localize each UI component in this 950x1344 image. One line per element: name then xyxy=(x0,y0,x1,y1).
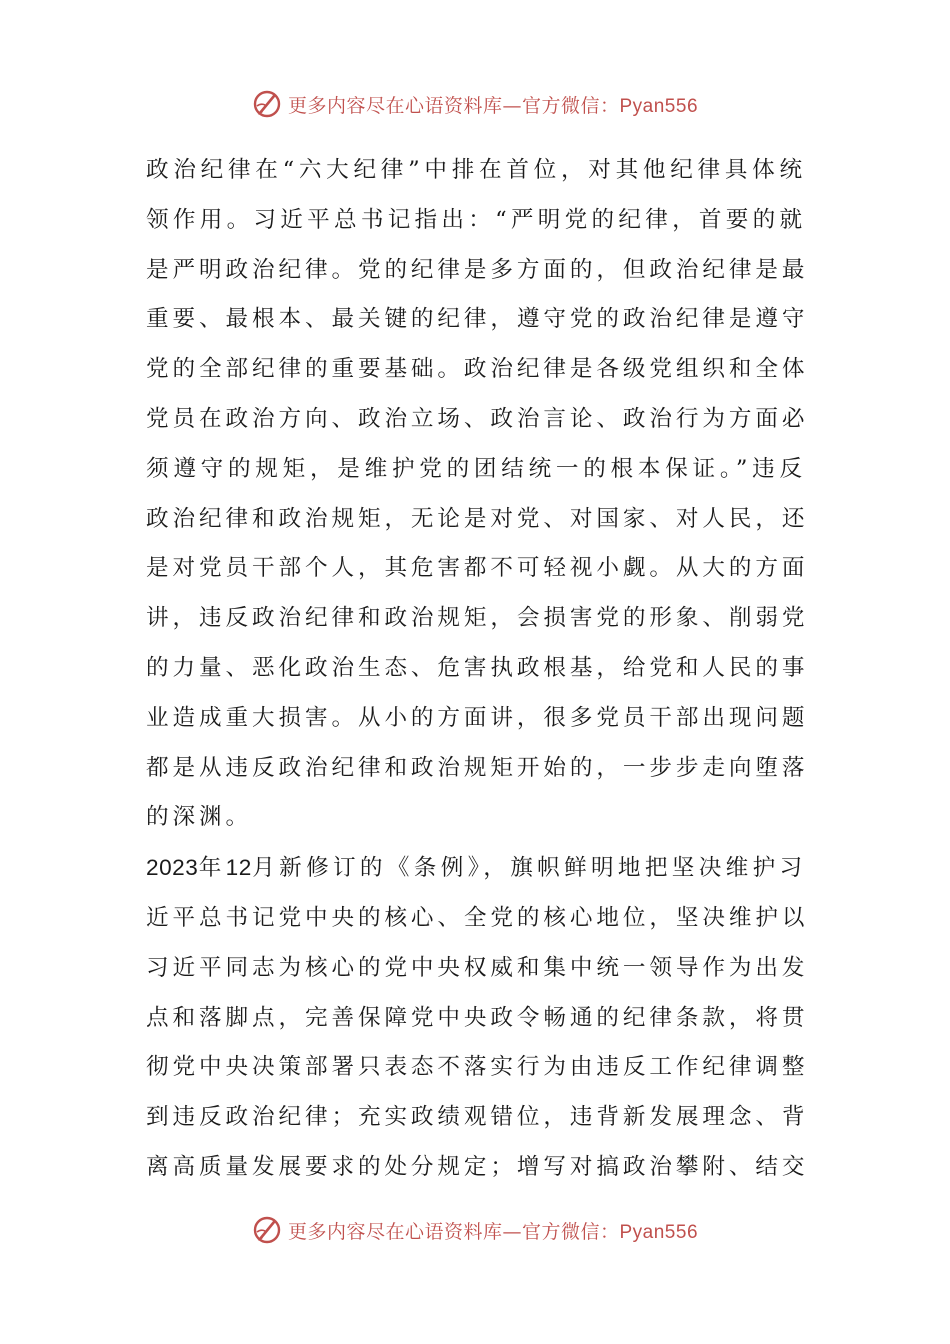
year-char: 年 xyxy=(198,855,226,882)
paragraph-1-line-2: 领作用。习近平总书记指出：“严明党的纪律，首要的就 xyxy=(146,206,806,233)
paragraph-1-line-6: 党员在政治方向、政治立场、政治言论、政治行为方面必 xyxy=(146,405,809,432)
pen-logo-icon xyxy=(252,89,282,119)
header-banner-handle: Pyan556 xyxy=(619,95,699,117)
paragraph-2-line-1 xyxy=(146,843,806,894)
paragraph-1-line-13: 都是从违反政治纪律和政治规矩开始的，一步步走向堕落 xyxy=(146,754,809,781)
paragraph-2-line-5: 彻党中央决策部署只表态不落实行为由违反工作纪律调整 xyxy=(146,1054,809,1081)
footer-banner-text xyxy=(288,1217,698,1244)
footer-banner-handle: Pyan556 xyxy=(619,1221,699,1243)
paragraph-1-line-14: 的深渊。 xyxy=(146,804,252,831)
header-banner-text xyxy=(288,91,698,118)
header-banner xyxy=(0,84,950,124)
footer-banner xyxy=(0,1210,950,1250)
paragraph-1-line-12: 业造成重大损害。从小的方面讲，很多党员干部出现问题 xyxy=(146,704,809,731)
paragraph-1-line-7: 须遵守的规矩，是维护党的团结统一的根本保证。”违反 xyxy=(146,455,806,482)
paragraph-1-line-11: 的力量、恶化政治生态、危害执政根基，给党和人民的事 xyxy=(146,654,809,681)
paragraph-2-line-2: 近平总书记党中央的核心、全党的核心地位，坚决维护以 xyxy=(146,904,809,931)
month-number: 12 xyxy=(225,855,252,881)
paragraph-1 xyxy=(146,146,809,843)
paragraph-2 xyxy=(146,843,809,1193)
paragraph-1-line-3: 是严明政治纪律。党的纪律是多方面的，但政治纪律是最 xyxy=(146,256,809,283)
footer-banner-main: 更多内容尽在心语资料库—官方微信： xyxy=(287,1220,620,1243)
header-banner-main: 更多内容尽在心语资料库—官方微信： xyxy=(287,94,620,117)
paragraph-2-line-4: 点和落脚点，完善保障党中央政令畅通的纪律条款，将贯 xyxy=(146,1004,809,1031)
paragraph-2-line-3: 习近平同志为核心的党中央权威和集中统一领导作为出发 xyxy=(146,954,809,981)
year-number: 2023 xyxy=(146,855,199,881)
paragraph-2-line-1-rest: 月新修订的《条例》，旗帜鲜明地把坚决维护习 xyxy=(251,855,806,882)
document-body xyxy=(146,146,809,1193)
paragraph-1-line-1: 政治纪律在“六大纪律”中排在首位，对其他纪律具体统 xyxy=(146,157,806,183)
paragraph-2-line-7: 离高质量发展要求的处分规定；增写对搞政治攀附、结交 xyxy=(146,1153,809,1180)
paragraph-1-line-8: 政治纪律和政治规矩，无论是对党、对国家、对人民，还 xyxy=(146,505,809,532)
pen-logo-icon xyxy=(252,1215,282,1245)
paragraph-1-line-10: 讲，违反政治纪律和政治规矩，会损害党的形象、削弱党 xyxy=(146,605,809,632)
paragraph-2-line-6: 到违反政治纪律；充实政绩观错位，违背新发展理念、背 xyxy=(146,1104,809,1131)
paragraph-1-line-4: 重要、最根本、最关键的纪律，遵守党的政治纪律是遵守 xyxy=(146,306,809,333)
paragraph-1-line-9: 是对党员干部个人，其危害都不可轻视小觑。从大的方面 xyxy=(146,555,809,582)
paragraph-1-line-5: 党的全部纪律的重要基础。政治纪律是各级党组织和全体 xyxy=(146,356,809,383)
